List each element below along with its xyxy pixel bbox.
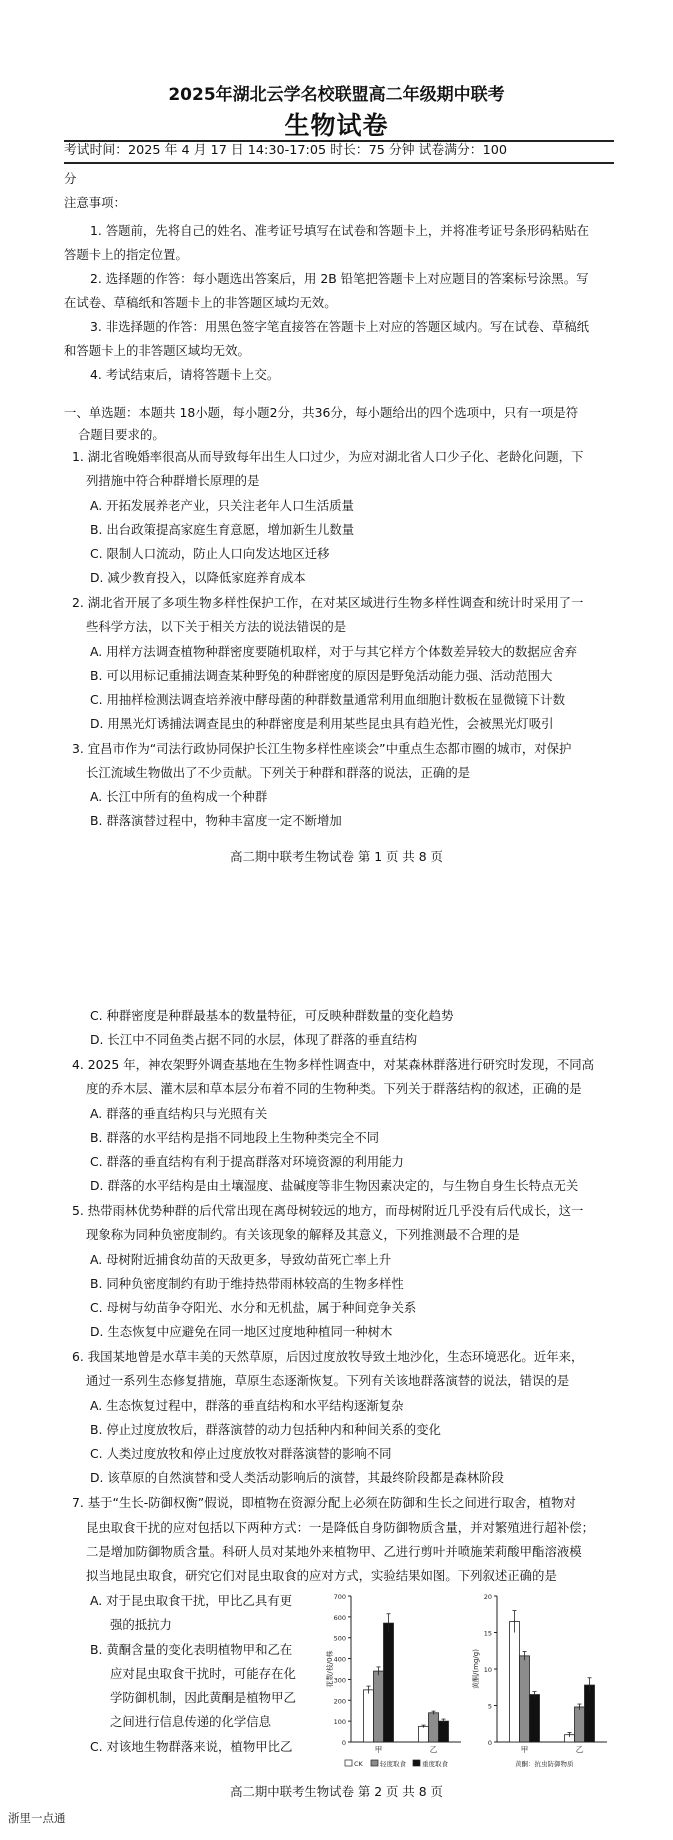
notes-heading: 注意事项： <box>64 195 126 210</box>
bar <box>364 1690 374 1742</box>
legend-label: CK <box>354 1760 363 1768</box>
bar <box>520 1656 530 1742</box>
exam-info: 考试时间：2025 年 4 月 17 日 14:30-17:05 时长：75 分钟 试卷满分：100 <box>64 143 508 158</box>
note-line: 4. 考试结束后，请将答题卡上交。 <box>90 367 280 382</box>
option-line: D. 用黑光灯诱捕法调查昆虫的种群密度是利用某些昆虫具有趋光性，会被黑光灯吸引 <box>90 716 554 731</box>
option-line: 强的抵抗力 <box>110 1617 172 1632</box>
bar <box>419 1726 429 1742</box>
question-line: 昆虫取食干扰的应对包括以下两种方式：一是降低自身防御物质含量，并对繁殖进行超补偿； <box>86 1520 595 1535</box>
option-line: C. 对该地生物群落来说，植物甲比乙 <box>90 1739 293 1754</box>
question-line: 5. 热带雨林优势种群的后代常出现在离母树较远的地方，而母树附近几乎没有后代成长，这一 <box>72 1203 584 1218</box>
y-tick-label: 0 <box>487 1739 492 1747</box>
note-line: 2. 选择题的作答：每小题选出答案后，用 2B 铅笔把答题卡上对应题目的答案标号涂黑。写 <box>90 271 589 286</box>
question-line: 二是增加防御物质含量。科研人员对某地外来植物甲、乙进行剪叶并喷施茉莉酸甲酯溶液模 <box>86 1544 582 1559</box>
note-line: 和答题卡上的非答题区域均无效。 <box>64 343 250 358</box>
x-tick-label: 甲 <box>520 1745 529 1754</box>
y-tick-label: 10 <box>483 1666 492 1674</box>
option-line: A. 长江中所有的鱼构成一个种群 <box>90 789 268 804</box>
bar <box>530 1695 540 1742</box>
legend-swatch <box>345 1760 352 1766</box>
legend-label: 轻度取食 <box>380 1760 406 1768</box>
note-line: 在试卷、草稿纸和答题卡上的非答题区域均无效。 <box>64 295 337 310</box>
option-line: C. 用抽样检测法调查培养液中酵母菌的种群数量通常利用血细胞计数板在显微镜下计数 <box>90 692 565 707</box>
y-tick-label: 20 <box>483 1593 492 1601</box>
section-heading-cont: 合题目要求的。 <box>78 427 165 442</box>
y-tick-label: 600 <box>333 1613 346 1622</box>
x-tick-label: 乙 <box>575 1745 584 1754</box>
section-heading: 一、单选题：本题共 18小题，每小题2分，共36分，每小题给出的四个选项中，只有一项是符 <box>64 405 579 420</box>
y-tick-label: 500 <box>333 1634 346 1643</box>
page-footer: 高二期中联考生物试卷 第 1 页 共 8 页 <box>230 849 443 864</box>
option-line: B. 出台政策提高家庭生育意愿，增加新生儿数量 <box>90 522 355 537</box>
option-line: C. 种群密度是种群最基本的数量特征，可反映种群数量的变化趋势 <box>90 1008 454 1023</box>
option-line: C. 群落的垂直结构有利于提高群落对环境资源的利用能力 <box>90 1154 404 1169</box>
y-tick-label: 300 <box>333 1676 346 1685</box>
question-line: 6. 我国某地曾是水草丰美的天然草原，后因过度放牧导致土地沙化，生态环境恶化。近年来， <box>72 1349 584 1364</box>
exam-info-cont: 分 <box>64 171 77 186</box>
exam-title: 2025年湖北云学名校联盟高二年级期中联考 <box>168 85 505 105</box>
option-line: A. 用样方法调查植物种群密度要随机取样，对于与其它样方个体数差异较大的数据应舍弃 <box>90 644 577 659</box>
bar <box>510 1622 520 1742</box>
y-axis-label: 花数/枝/0株 <box>326 1650 334 1688</box>
option-line: 之间进行信息传递的化学信息 <box>110 1714 272 1729</box>
question-line: 些科学方法，以下关于相关方法的说法错误的是 <box>86 619 347 634</box>
q7-figure <box>325 1584 625 1772</box>
note-line: 3. 非选择题的作答：用黑色签字笔直接答在答题卡上对应的答题区域内。写在试卷、草稿纸 <box>90 319 589 334</box>
legend-swatch <box>371 1760 378 1766</box>
bar <box>429 1713 439 1742</box>
y-tick-label: 400 <box>333 1655 346 1664</box>
question-line: 度的乔木层、灌木层和草本层分布着不同的生物种类。下列关于群落结构的叙述，正确的是 <box>86 1081 582 1096</box>
option-line: C. 人类过度放牧和停止过度放牧对群落演替的影响不同 <box>90 1446 392 1461</box>
bar <box>575 1707 585 1742</box>
option-line: D. 该草原的自然演替和受人类活动影响后的演替，其最终阶段都是森林阶段 <box>90 1470 504 1485</box>
question-line: 4. 2025 年，神农架野外调查基地在生物多样性调查中，对某森林群落进行研究时发现，不同高 <box>72 1057 595 1072</box>
question-line: 1. 湖北省晚婚率很高从而导致每年出生人口过少，为应对湖北省人口少子化、老龄化问题，下 <box>72 449 584 464</box>
option-line: A. 开拓发展养老产业，只关注老年人口生活质量 <box>90 498 354 513</box>
y-axis-label: 黄酮/(mg/g) <box>472 1649 480 1689</box>
option-line: B. 停止过度放牧后，群落演替的动力包括种内和种间关系的变化 <box>90 1422 441 1437</box>
y-tick-label: 5 <box>487 1702 492 1711</box>
question-line: 列措施中符合种群增长原理的是 <box>86 473 260 488</box>
option-line: D. 群落的水平结构是由土壤湿度、盐碱度等非生物因素决定的，与生物自身生长特点无关 <box>90 1178 579 1193</box>
question-line: 通过一系列生态修复措施，草原生态逐渐恢复。下列有关该地群落演替的说法，错误的是 <box>86 1373 570 1388</box>
x-tick-label: 乙 <box>429 1745 438 1754</box>
note-line: 1. 答题前，先将自己的姓名、准考证号填写在试卷和答题卡上，并将准考证号条形码粘贴在 <box>90 223 589 238</box>
option-line: B. 可以用标记重捕法调查某种野兔的种群密度的原因是野兔活动能力强、活动范围大 <box>90 668 553 683</box>
option-line: 学防御机制，因此黄酮是植物甲乙 <box>110 1690 296 1705</box>
y-tick-label: 0 <box>341 1739 346 1747</box>
header-rule-bottom <box>64 162 614 164</box>
note-line: 答题卡上的指定位置。 <box>64 247 188 262</box>
option-line: D. 减少教育投入，以降低家庭养育成本 <box>90 570 306 585</box>
option-line: A. 生态恢复过程中，群落的垂直结构和水平结构逐渐复杂 <box>90 1398 404 1413</box>
option-line: A. 群落的垂直结构只与光照有关 <box>90 1106 268 1121</box>
x-tick-label: 甲 <box>374 1745 383 1754</box>
option-line: 应对昆虫取食干扰时，可能存在化 <box>110 1666 296 1681</box>
option-line: B. 群落的水平结构是指不同地段上生物种类完全不同 <box>90 1130 379 1145</box>
y-tick-label: 200 <box>333 1697 346 1706</box>
y-tick-label: 700 <box>333 1593 346 1601</box>
legend-swatch <box>413 1760 420 1766</box>
legend-note: 黄酮：抗虫防御物质 <box>515 1760 574 1768</box>
option-line: D. 长江中不同鱼类占据不同的水层，体现了群落的垂直结构 <box>90 1032 418 1047</box>
bar <box>384 1623 394 1742</box>
bar <box>439 1721 449 1742</box>
subject-title: 生物试卷 <box>284 111 389 140</box>
question-line: 长江流域生物做出了不少贡献。下列关于种群和群落的说法，正确的是 <box>86 765 471 780</box>
option-line: D. 生态恢复中应避免在同一地区过度地种植同一种树木 <box>90 1324 393 1339</box>
y-tick-label: 100 <box>333 1718 346 1727</box>
option-line: B. 群落演替过程中，物种丰富度一定不断增加 <box>90 813 342 828</box>
question-line: 2. 湖北省开展了多项生物多样性保护工作，在对某区域进行生物多样性调查和统计时采用了一 <box>72 595 584 610</box>
question-line: 现象称为同种负密度制约。有关该现象的解释及其意义，下列推测最不合理的是 <box>86 1227 520 1242</box>
question-line: 3. 宜昌市作为“司法行政协同保护长江生物多样性座谈会”中重点生态都市圈的城市，对保护 <box>72 741 572 756</box>
option-line: C. 母树与幼苗争夺阳光、水分和无机盐，属于种间竞争关系 <box>90 1300 417 1315</box>
legend-label: 重度取食 <box>422 1760 448 1768</box>
question-line: 拟当地昆虫取食，研究它们对昆虫取食的应对方式，实验结果如图。下列叙述正确的是 <box>86 1568 557 1583</box>
bar <box>585 1685 595 1742</box>
bar <box>374 1671 384 1742</box>
page-footer: 高二期中联考生物试卷 第 2 页 共 8 页 <box>230 1784 443 1799</box>
option-line: B. 同种负密度制约有助于维持热带雨林较高的生物多样性 <box>90 1276 404 1291</box>
option-line: A. 母树附近捕食幼苗的天敌更多，导致幼苗死亡率上升 <box>90 1252 392 1267</box>
y-tick-label: 15 <box>483 1629 492 1638</box>
question-line: 7. 基于“生长-防御权衡”假说，即植物在资源分配上必须在防御和生长之间进行取舍，植物对 <box>72 1495 576 1510</box>
option-line: B. 黄酮含量的变化表明植物甲和乙在 <box>90 1642 293 1657</box>
watermark-text: 浙里一点通 <box>8 1811 66 1825</box>
option-line: A. 对于昆虫取食干扰，甲比乙具有更 <box>90 1593 292 1608</box>
option-line: C. 限制人口流动，防止人口向发达地区迁移 <box>90 546 330 561</box>
